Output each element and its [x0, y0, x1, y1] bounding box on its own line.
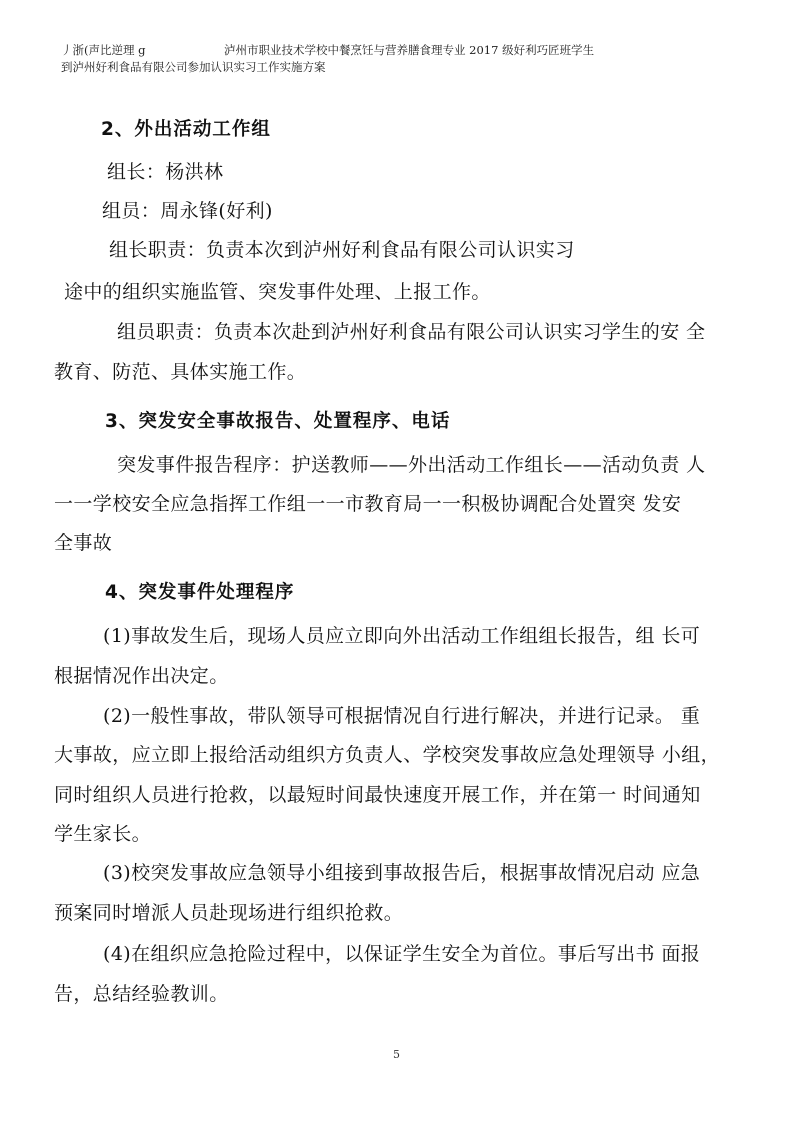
header-title-line2: 到泸州好利食品有限公司参加认识实习工作实施方案: [61, 60, 326, 74]
member-duty-line2: 教育、防范、具体实施工作。: [54, 361, 307, 383]
member-duty-line1: 组员职责：负责本次赴到泸州好利食品有限公司认识实习学生的安 全: [117, 321, 706, 343]
procedure-2-line3: 同时组织人员进行抢救，以最短时间最快速度开展工作，并在第一 时间通知: [54, 784, 701, 806]
section3-heading: 3、突发安全事故报告、处置程序、电话: [105, 411, 451, 432]
header-mark: 丿浙(声比逆理 g: [61, 43, 146, 57]
leader-duty-line1: 组长职责：负责本次到泸州好利食品有限公司认识实习: [109, 239, 575, 261]
procedure-2-line2: 大事故，应立即上报给活动组织方负责人、学校突发事故应急处理领导 小组，: [54, 744, 721, 766]
report-procedure-line3: 全事故: [54, 532, 113, 554]
procedure-2-line1: (2)一般性事故，带队领导可根据情况自行进行解决，并进行记录。 重: [103, 705, 701, 727]
section2-heading: 2、外出活动工作组: [101, 119, 271, 140]
section4-heading: 4、突发事件处理程序: [105, 582, 295, 603]
procedure-1-line1: (1)事故发生后，现场人员应立即向外出活动工作组组长报告，组 长可: [103, 625, 701, 647]
leader-duty-line2: 途中的组织实施监管、突发事件处理、上报工作。: [64, 281, 491, 303]
procedure-4-line2: 告，总结经验教训。: [54, 983, 229, 1005]
team-leader: 组长：杨洪林: [107, 161, 224, 183]
procedure-2-line4: 学生家长。: [54, 823, 152, 845]
team-member: 组员：周永锋(好利): [102, 200, 273, 222]
report-procedure-line2: 一一学校安全应急指挥工作组一一市教育局一一积极协调配合处置突 发安: [54, 493, 682, 515]
procedure-3-line2: 预案同时增派人员赴现场进行组织抢救。: [54, 902, 404, 924]
header-title-line1: 泸州市职业技术学校中餐烹饪与营养膳食理专业 2017 级好利巧匠班学生: [224, 43, 595, 57]
procedure-1-line2: 根据情况作出决定。: [54, 665, 229, 687]
running-header: [61, 42, 761, 76]
procedure-4-line1: (4)在组织应急抢险过程中，以保证学生安全为首位。事后写出书 面报: [103, 943, 701, 965]
procedure-3-line1: (3)校突发事故应急领导小组接到事故报告后，根据事故情况启动 应急: [103, 862, 701, 884]
page-number: 5: [393, 1048, 400, 1061]
report-procedure-line1: 突发事件报告程序：护送教师——外出活动工作组长——活动负责 人: [117, 454, 706, 476]
